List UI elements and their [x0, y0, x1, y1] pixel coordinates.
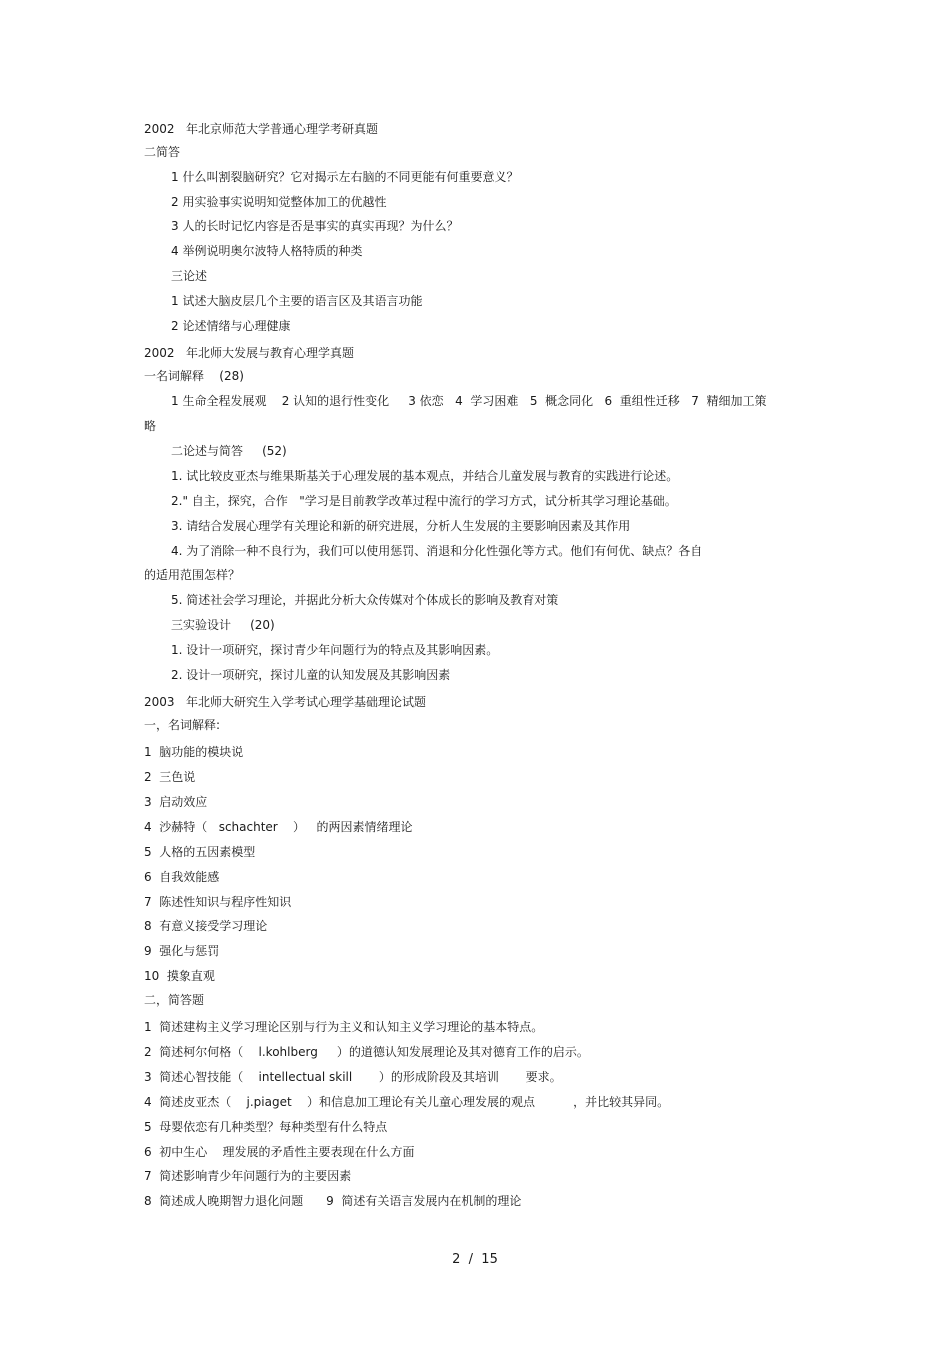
term-line: 4 沙赫特（ schachter ） 的两因素情绪理论 [144, 820, 413, 834]
question-line: 5 母婴依恋有几种类型？每种类型有什么特点 [144, 1120, 388, 1134]
subsection-heading: 二简答 [144, 145, 181, 159]
question-line: 6 初中生心 理发展的矛盾性主要表现在什么方面 [144, 1145, 415, 1159]
question-line: 2 简述柯尔何格（ l.kohlberg ）的道德认知发展理论及其对德育工作的启示。 [144, 1045, 589, 1059]
section-title: 2003 年北师大研究生入学考试心理学基础理论试题 [144, 695, 426, 709]
subsection-heading: 三实验设计 (20) [171, 618, 275, 632]
section-title: 2002 年北京师范大学普通心理学考研真题 [144, 122, 378, 136]
question-line: 1 什么叫割裂脑研究？它对揭示左右脑的不同更能有何重要意义？ [171, 170, 519, 184]
question-line: 2 用实验事实说明知觉整体加工的优越性 [171, 195, 387, 209]
term-line: 8 有意义接受学习理论 [144, 919, 268, 933]
page-number: 2 / 15 [452, 1252, 498, 1267]
term-line: 10 摸象直观 [144, 969, 215, 983]
question-line: 7 简述影响青少年问题行为的主要因素 [144, 1169, 352, 1183]
section-title: 2002 年北师大发展与教育心理学真题 [144, 346, 354, 360]
term-line: 2 三色说 [144, 770, 196, 784]
question-line: 略 [144, 419, 157, 433]
question-line: 3 简述心智技能（ intellectual skill ）的形成阶段及其培训 要求。 [144, 1070, 562, 1084]
term-line: 5 人格的五因素模型 [144, 845, 256, 859]
subsection-heading: 一名词解释 (28) [144, 369, 244, 383]
term-line: 9 强化与惩罚 [144, 944, 220, 958]
term-line: 3 启动效应 [144, 795, 208, 809]
question-line: 2." 自主，探究，合作 "学习是目前教学改革过程中流行的学习方式，试分析其学习理论基础。 [171, 494, 677, 508]
question-line: 3 人的长时记忆内容是否是事实的真实再现？为什么？ [171, 219, 459, 233]
term-line: 1 脑功能的模块说 [144, 745, 244, 759]
question-line: 1 生命全程发展观 2 认知的退行性变化 3 依恋 4 学习困难 5 概念同化 6 重组性迁移 7 精细加工策 [171, 394, 767, 408]
question-line: 1. 设计一项研究，探讨青少年问题行为的特点及其影响因素。 [171, 643, 499, 657]
question-line: 5. 简述社会学习理论，并据此分析大众传媒对个体成长的影响及教育对策 [171, 593, 559, 607]
term-line: 6 自我效能感 [144, 870, 220, 884]
subsection-heading: 三论述 [171, 269, 208, 283]
question-line: 1 试述大脑皮层几个主要的语言区及其语言功能 [171, 294, 423, 308]
question-line: 8 简述成人晚期智力退化问题 9 简述有关语言发展内在机制的理论 [144, 1194, 522, 1208]
subsection-heading: 二论述与简答 (52) [171, 444, 287, 458]
term-line: 7 陈述性知识与程序性知识 [144, 895, 292, 909]
subsection-heading: 一，名词解释: [144, 718, 221, 732]
question-line: 1 简述建构主义学习理论区别与行为主义和认知主义学习理论的基本特点。 [144, 1020, 544, 1034]
question-line: 2. 设计一项研究，探讨儿童的认知发展及其影响因素 [171, 668, 451, 682]
question-line: 4. 为了消除一种不良行为，我们可以使用惩罚、消退和分化性强化等方式。他们有何优、缺点？各自 [171, 544, 703, 558]
question-line: 4 简述皮亚杰（ j.piaget ）和信息加工理论有关儿童心理发展的观点 ，并比较其异同。 [144, 1095, 670, 1109]
subsection-heading: 二，简答题 [144, 993, 205, 1007]
question-line: 1. 试比较皮亚杰与维果斯基关于心理发展的基本观点，并结合儿童发展与教育的实践进行论述。 [171, 469, 679, 483]
question-line: 的适用范围怎样？ [144, 568, 241, 582]
question-line: 3. 请结合发展心理学有关理论和新的研究进展，分析人生发展的主要影响因素及其作用 [171, 519, 631, 533]
question-line: 2 论述情绪与心理健康 [171, 319, 291, 333]
question-line: 4 举例说明奥尔波特人格特质的种类 [171, 244, 363, 258]
